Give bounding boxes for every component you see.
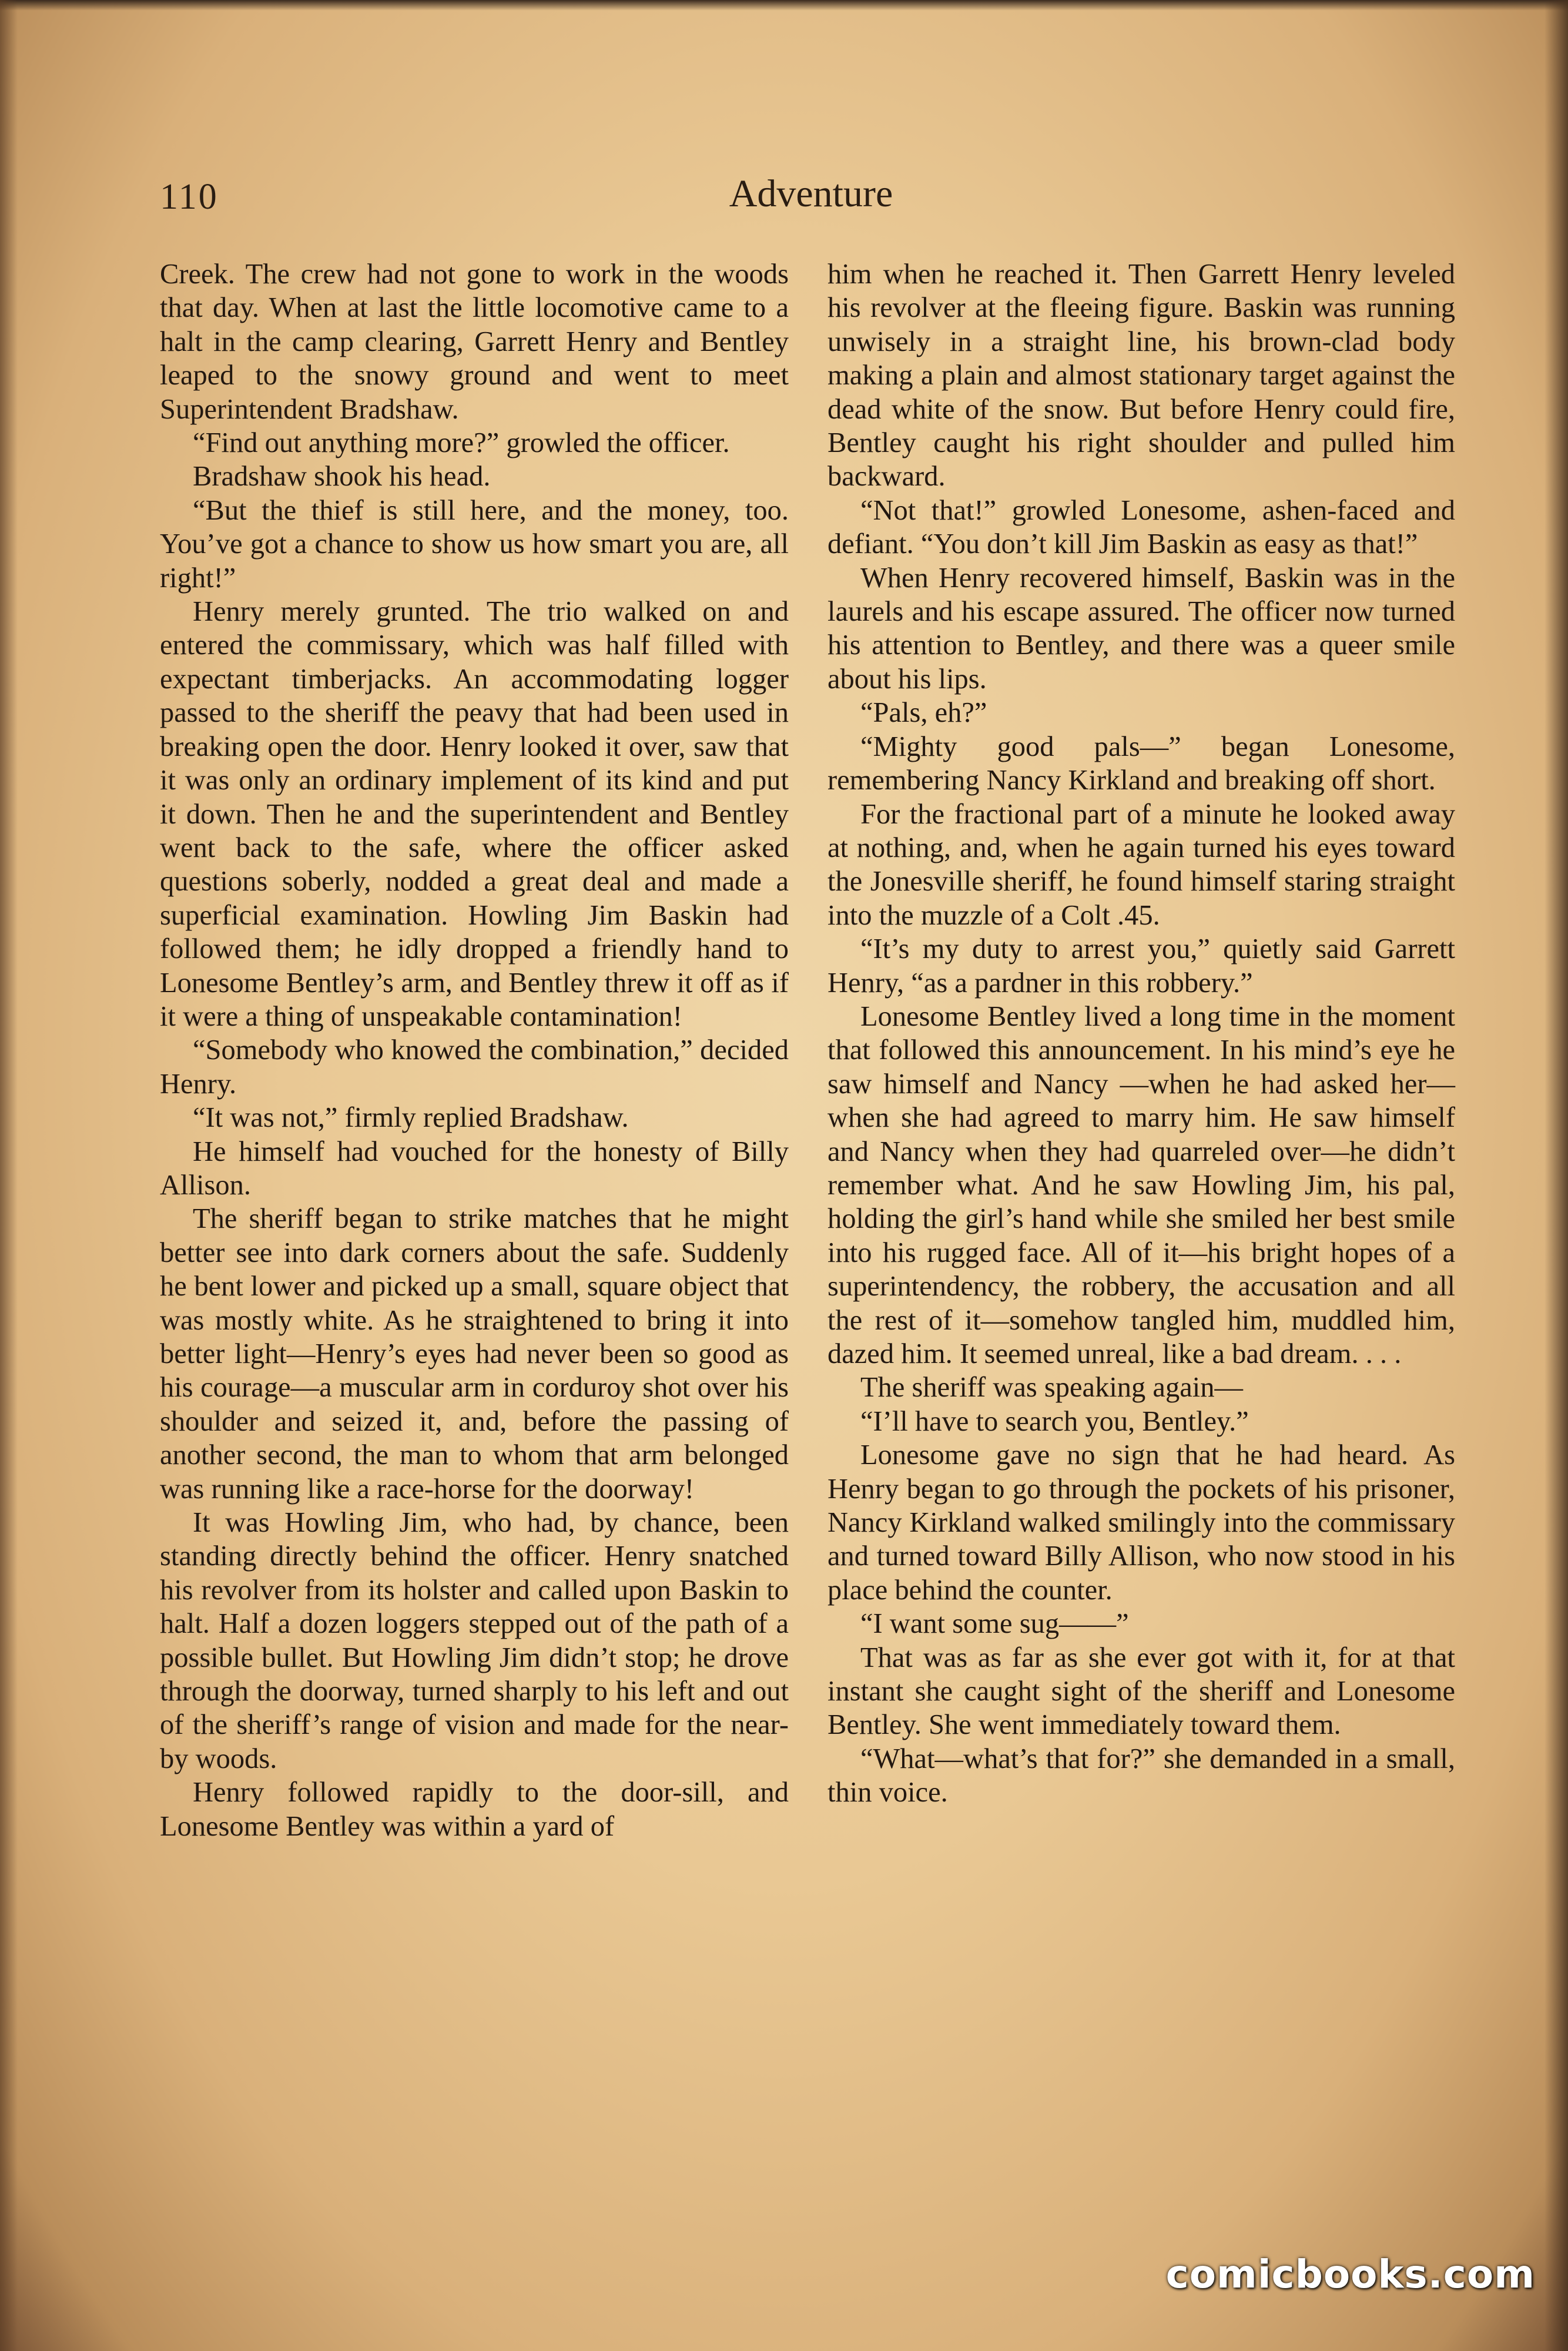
paragraph: “I want some sug——”	[860, 1608, 1129, 1640]
paragraph: The sheriff began to strike matches that he might better see into dark corners about the safe. Suddenly he bent lower and picked up a small, square object that was mostly white. As he straightened to bring it into better light—Henry’s eyes had never been so good as his courage—a muscular arm in corduroy shot over his shoulder and seized it, and, before the passing of another second, the man to whom that arm belonged was running like a race-horse for the doorway!	[160, 1203, 789, 1505]
paragraph: He himself had vouched for the honesty of Billy Allison.	[160, 1136, 789, 1201]
paragraph: Henry followed rapidly to the door-sill, and Lonesome Bentley was within a yard of	[160, 1777, 789, 1842]
paragraph: Bradshaw shook his head.	[193, 461, 491, 493]
paragraph: “I’ll have to search you, Bentley.”	[860, 1405, 1249, 1437]
paragraph: “Find out anything more?” growled the officer.	[193, 427, 730, 459]
right-text-column	[827, 257, 1455, 1810]
paragraph: Lonesome Bentley lived a long time in the moment that followed this announcement. In his mind’s eye he saw himself and Nancy —when he had asked her—when she had agreed to marry him. He saw himself and Nancy when they had quarreled over—he didn’t remember what. And he saw Howling Jim, his pal, holding the girl’s hand while she smiled her best smile into his rugged face. All of it—his bright hopes of a superintendency, the robbery, the accusation and all the rest of it—somehow tangled him, muddled him, dazed him. It seemed unreal, like a bad dream. . . .	[827, 1000, 1455, 1369]
paragraph: The sheriff was speaking again—	[860, 1372, 1243, 1404]
paragraph: Henry merely grunted. The trio walked on and entered the commissary, which was half filled with expectant timberjacks. An accommodating logger passed to the sheriff the peavy that had been used in breaking open the door. Henry looked it over, saw that it was only an ordinary implement of its kind and put it down. Then he and the superintendent and Bentley went back to the safe, where the officer asked questions soberly, nodded a great deal and made a superficial examination. Howling Jim Baskin had followed them; he idly dropped a friendly hand to Lonesome Bentley’s arm, and Bentley threw it off as if it were a thing of unspeakable contamination!	[160, 596, 789, 1032]
paragraph: “Mighty good pals—” began Lonesome, remembering Nancy Kirkland and breaking off short.	[827, 731, 1455, 796]
paragraph: When Henry recovered himself, Baskin was in the laurels and his escape assured. The officer now turned his attention to Bentley, and there was a queer smile about his lips.	[827, 562, 1455, 695]
paragraph: “But the thief is still here, and the money, too. You’ve got a chance to show us how smart you are, all right!”	[160, 494, 789, 594]
page-right-edge	[1544, 0, 1568, 2351]
paragraph: him when he reached it. Then Garrett Henry leveled his revolver at the fleeing figure. Baskin was running unwisely in a straight line, his brown-clad body making a plain and almost stationary target against the dead white of the snow. But before Henry could fire, Bentley caught his right shoulder and pulled him backward.	[827, 259, 1455, 493]
paragraph: For the fractional part of a minute he looked away at nothing, and, when he again turned his eyes toward the Jonesville sheriff, he found himself staring straight into the muzzle of a Colt .45.	[827, 798, 1455, 931]
left-text-column	[160, 257, 789, 1843]
site-watermark: comicbooks.com	[1165, 2252, 1535, 2297]
paragraph: “What—what’s that for?” she demanded in a small, thin voice.	[827, 1743, 1455, 1809]
page-top-edge	[0, 0, 1568, 11]
page-number: 110	[160, 177, 219, 217]
paragraph: Creek. The crew had not gone to work in the woods that day. When at last the little locomotive came to a halt in the camp clearing, Garrett Henry and Bentley leaped to the snowy ground and went to meet Superintendent Bradshaw.	[160, 259, 789, 425]
page-left-edge	[0, 0, 18, 2351]
paragraph: “Somebody who knowed the combination,” decided Henry.	[160, 1034, 789, 1100]
running-head: Adventure	[729, 172, 893, 215]
paragraph: That was as far as she ever got with it, for at that instant she caught sight of the sheriff and Lonesome Bentley. She went immediately toward them.	[827, 1642, 1455, 1741]
paragraph: It was Howling Jim, who had, by chance, been standing directly behind the officer. Henry snatched his revolver from its holster and called upon Baskin to halt. Half a dozen loggers stepped out of the path of a possible bullet. But Howling Jim didn’t stop; he drove through the doorway, turned sharply to his left and out of the sheriff’s range of vision and made for the near-by woods.	[160, 1507, 789, 1774]
paragraph: “Pals, eh?”	[860, 697, 987, 729]
paragraph: “Not that!” growled Lonesome, ashen-faced and defiant. “You don’t kill Jim Baskin as easy as that!”	[827, 494, 1455, 560]
paragraph: Lonesome gave no sign that he had heard. As Henry began to go through the pockets of his prisoner, Nancy Kirkland walked smilingly into the commissary and turned toward Billy Allison, who now stood in his place behind the counter.	[827, 1439, 1455, 1606]
paragraph: “It’s my duty to arrest you,” quietly said Garrett Henry, “as a pardner in this robbery.”	[827, 933, 1455, 999]
paragraph: “It was not,” firmly replied Bradshaw.	[193, 1102, 629, 1134]
